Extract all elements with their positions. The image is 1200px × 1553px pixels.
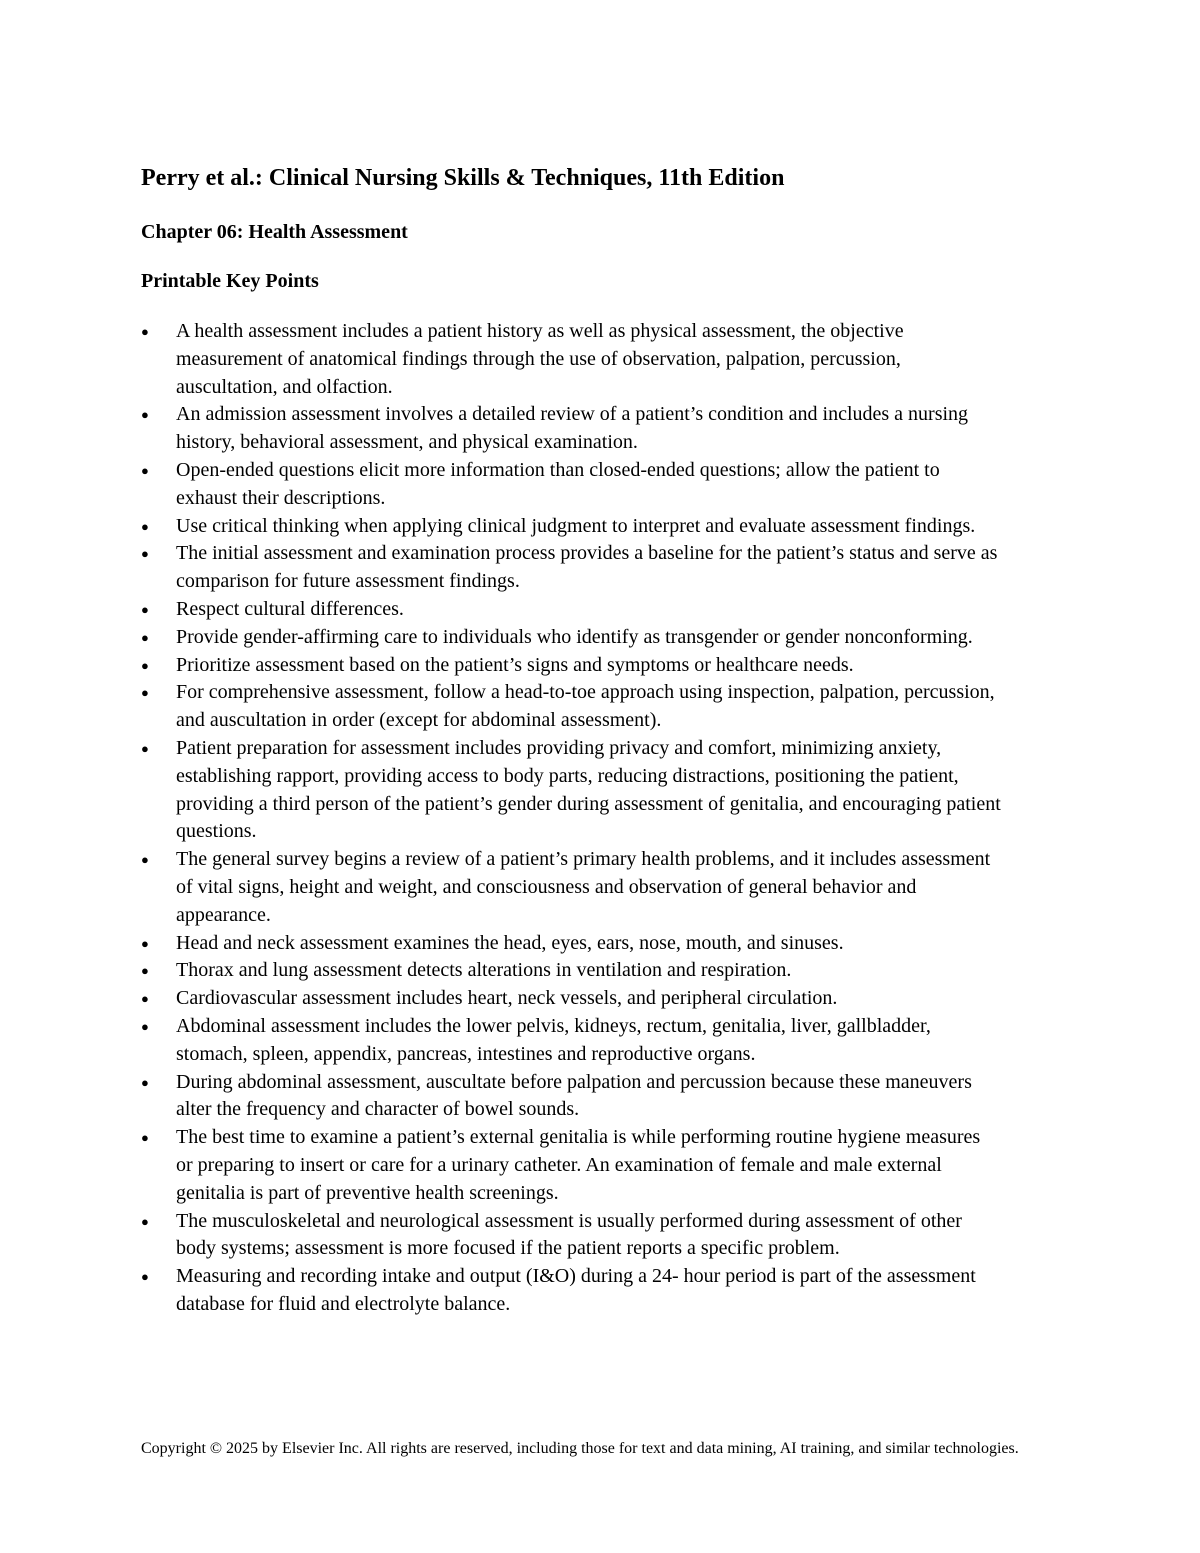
bullet-icon: ● — [141, 657, 149, 673]
key-point-text: Abdominal assessment includes the lower pelvis, kidneys, rectum, genitalia, liver, gallbladder, stomach, spleen, appendix, pancreas, intestines and reproductive organs. — [176, 1014, 931, 1065]
bullet-icon: ● — [141, 462, 149, 478]
bullet-icon: ● — [141, 991, 149, 1007]
key-point-text: Measuring and recording intake and output (I&O) during a 24- hour period is part of the assessment database for fluid and electrolyte balance. — [176, 1265, 976, 1315]
key-point-item — [141, 401, 1001, 457]
key-point-item — [141, 1208, 1001, 1264]
bullet-icon: ● — [141, 1269, 149, 1285]
key-point-text: Respect cultural differences. — [176, 597, 404, 620]
bullet-icon: ● — [141, 852, 149, 868]
key-point-item — [141, 1069, 1001, 1125]
key-point-item — [141, 457, 1001, 513]
key-point-item — [141, 318, 1001, 401]
bullet-icon: ● — [141, 324, 149, 339]
bullet-icon: ● — [141, 935, 149, 951]
key-point-item — [141, 735, 1001, 846]
key-point-text: Prioritize assessment based on the patient’s signs and symptoms or healthcare needs. — [176, 653, 854, 676]
key-point-text: During abdominal assessment, auscultate before palpation and percussion because these maneuvers alter the frequency and character of bowel sounds. — [176, 1070, 972, 1121]
key-point-item — [141, 985, 1001, 1013]
bullet-icon: ● — [141, 963, 149, 979]
key-point-text: Head and neck assessment examines the head, eyes, ears, nose, mouth, and sinuses. — [176, 931, 844, 954]
bullet-icon: ● — [141, 1074, 149, 1090]
key-point-item — [141, 513, 1001, 541]
key-point-item — [141, 1124, 1001, 1207]
copyright-notice: Copyright © 2025 by Elsevier Inc. All rights are reserved, including those for text and data mining, AI training, and similar technologies. — [141, 1440, 1019, 1457]
key-point-text: Thorax and lung assessment detects alterations in ventilation and respiration. — [176, 959, 792, 982]
bullet-icon: ● — [141, 1018, 149, 1034]
key-point-text: The initial assessment and examination process provides a baseline for the patient’s status and serve as comparison for future assessment findings. — [176, 542, 998, 593]
bullet-icon: ● — [141, 546, 149, 562]
key-point-text: An admission assessment involves a detailed review of a patient’s condition and includes a nursing history, behavioral assessment, and physical examination. — [176, 403, 969, 454]
key-point-text: Open-ended questions elicit more information than closed-ended questions; allow the patient to exhaust their descriptions. — [176, 458, 940, 509]
key-point-text: Patient preparation for assessment includes providing privacy and comfort, minimizing anxiety, establishing rapport, providing access to body parts, reducing distractions, positioning the patient, providing a third person of the patient’s gender during assessment of genitalia, and encouraging patient questions. — [176, 736, 1001, 843]
key-point-text: For comprehensive assessment, follow a head-to-toe approach using inspection, palpation, percussion, and auscultation in order (except for abdominal assessment). — [176, 681, 995, 732]
key-point-item — [141, 957, 1001, 985]
key-point-text: The best time to examine a patient’s external genitalia is while performing routine hygiene measures or preparing to insert or care for a urinary catheter. An examination of female and male external genitalia is part of preventive health screenings. — [176, 1126, 981, 1204]
book-title: Perry et al.: Clinical Nursing Skills & Techniques, 11th Edition — [141, 165, 785, 191]
key-point-item — [141, 624, 1001, 652]
key-point-item — [141, 596, 1001, 624]
bullet-icon: ● — [141, 1213, 149, 1229]
key-point-item — [141, 846, 1001, 929]
key-point-item — [141, 652, 1001, 680]
bullet-icon: ● — [141, 518, 149, 534]
key-point-item — [141, 1263, 1001, 1319]
key-point-text: Use critical thinking when applying clinical judgment to interpret and evaluate assessment findings. — [176, 514, 976, 537]
bullet-icon: ● — [141, 1130, 149, 1146]
chapter-title: Chapter 06: Health Assessment — [141, 221, 408, 243]
bullet-icon: ● — [141, 601, 149, 617]
key-point-text: Provide gender-affirming care to individuals who identify as transgender or gender nonconforming. — [176, 625, 973, 648]
key-point-text: The general survey begins a review of a patient’s primary health problems, and it includes assessment of vital signs, height and weight, and consciousness and observation of general behavior and appearance. — [176, 848, 991, 926]
key-point-item — [141, 679, 1001, 735]
bullet-icon: ● — [141, 740, 149, 756]
section-title: Printable Key Points — [141, 270, 319, 292]
bullet-icon: ● — [141, 629, 149, 645]
key-point-item — [141, 1013, 1001, 1069]
key-point-text: Cardiovascular assessment includes heart, neck vessels, and peripheral circulation. — [176, 987, 838, 1010]
key-points-list — [141, 318, 1001, 1319]
key-point-text: A health assessment includes a patient history as well as physical assessment, the objective measurement of anatomical findings through the use of observation, palpation, percussion, auscultation, and olfaction. — [176, 320, 904, 398]
key-point-text: The musculoskeletal and neurological assessment is usually performed during assessment of other body systems; assessment is more focused if the patient reports a specific problem. — [176, 1209, 962, 1260]
bullet-icon: ● — [141, 407, 149, 423]
key-point-item — [141, 540, 1001, 596]
key-point-item — [141, 930, 1001, 958]
bullet-icon: ● — [141, 685, 149, 701]
